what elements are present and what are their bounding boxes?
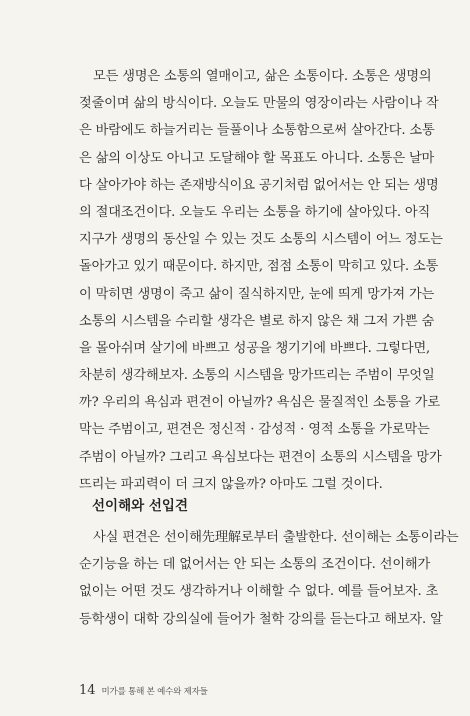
paragraph-line: 지구가 생명의 동산일 수 있는 것도 소통의 시스템이 어느 정도는 xyxy=(79,232,443,248)
paragraph-line: 은 삶의 이상도 아니고 도달해야 할 목표도 아니다. 소통은 날마 xyxy=(79,150,435,166)
paragraph-line: 을 몰아쉬며 살기에 바쁘고 성공을 챙기기에 바쁘다. 그렇다면, xyxy=(79,340,431,356)
paragraph-line: 젖줄이며 삶의 방식이다. 오늘도 만물의 영장이라는 사람이나 작 xyxy=(79,96,439,112)
paragraph-line: 이 막히면 생명이 죽고 삶이 질식하지만, 눈에 띄게 망가져 가는 xyxy=(79,286,435,302)
page-footer xyxy=(79,683,208,698)
paragraph-line: 은 바람에도 하늘거리는 들풀이나 소통함으로써 살아간다. 소통 xyxy=(79,123,435,139)
running-title: 미가를 통해 본 예수와 제자들 xyxy=(101,687,208,697)
paragraph-line: 사실 편견은 선이해先理解로부터 출발한다. 선이해는 소통이라는 xyxy=(93,530,459,545)
paragraph-line: 돌아가고 있기 때문이다. 하지만, 점점 소통이 막히고 있다. 소통 xyxy=(79,259,439,275)
paragraph-line: 모든 생명은 소통의 열매이고, 삶은 소통이다. 소통은 생명의 xyxy=(93,69,432,84)
paragraph-line: 다 살아가야 하는 존재방식이요 공기처럼 없어서는 안 되는 생명 xyxy=(79,177,439,193)
paragraph-line: 까? 우리의 욕심과 편견이 아닐까? 욕심은 물질적인 소통을 가로 xyxy=(79,395,440,411)
paragraph-line: 뜨리는 파괴력이 더 크지 않을까? 아마도 그럴 것이다. xyxy=(79,476,383,492)
paragraph-line: 순기능을 하는 데 없어서는 안 되는 소통의 조건이다. 선이해가 xyxy=(79,557,431,573)
paragraph-line: 주범이 아닐까? 그리고 욕심보다는 편견이 소통의 시스템을 망가 xyxy=(79,449,442,465)
paragraph-line: 막는 주범이고, 편견은 정신적 · 감성적 · 영적 소통을 가로막는 xyxy=(79,422,430,438)
paragraph-line: 차분히 생각해보자. 소통의 시스템을 망가뜨리는 주범이 무엇일 xyxy=(79,368,435,384)
paragraph-line: 없이는 어떤 것도 생각하거나 이해할 수 없다. 예를 들어보자. 초 xyxy=(79,584,439,600)
paragraph-line: 소통의 시스템을 수리할 생각은 별로 하지 않은 채 그저 가쁜 숨 xyxy=(79,313,435,329)
paragraph-2 xyxy=(79,524,459,633)
section-heading: 선이해와 선입견 xyxy=(92,498,188,514)
paragraph-line: 의 절대조건이다. 오늘도 우리는 소통을 하기에 살아있다. 아직 xyxy=(79,204,431,220)
paragraph-line: 등학생이 대학 강의실에 들어가 철학 강의를 듣는다고 해보자. 알 xyxy=(79,611,443,627)
paragraph-1 xyxy=(79,63,443,498)
page-number: 14 xyxy=(79,683,96,698)
